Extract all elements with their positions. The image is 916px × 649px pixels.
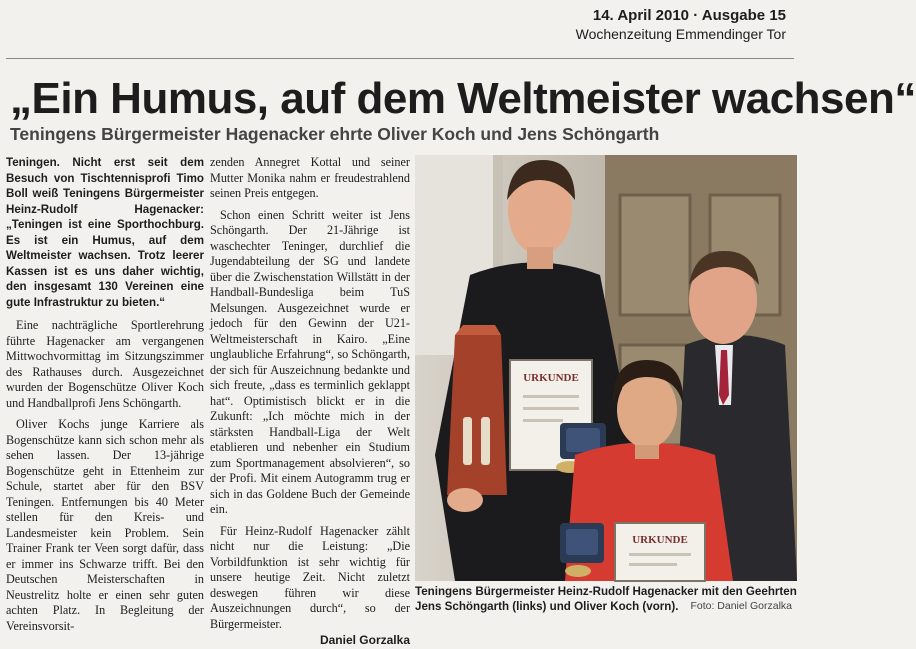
author-byline: Daniel Gorzalka <box>319 633 410 647</box>
photo-credit: Foto: Daniel Gorzalka <box>690 600 792 612</box>
award-photo <box>415 155 797 581</box>
photo-caption: Teningens Bürgermeister Heinz-Rudolf Hagenacker mit den Geehrten Jens Schöngarth (links) und Oliver Koch (vorn). <box>415 585 797 613</box>
header-rule <box>6 58 794 59</box>
subheadline: Teningens Bürgermeister Hagenacker ehrte Oliver Koch und Jens Schöngarth <box>10 124 660 144</box>
text-column-1 <box>6 155 204 634</box>
photo-illustration <box>415 155 797 581</box>
lead-paragraph: Teningen. Nicht erst seit dem Besuch von Tischtennisprofi Timo Boll weiß Teningens Bürgermeister Heinz-Rudolf Hagenacker: „Teningen ist eine Sporthochburg. Es ist ein Humus, auf dem Weltmeister wachsen. Trotz leerer Kassen ist es uns daher wichtig, den insgesamt 130 Vereinen eine gute Infrastruktur zu bieten.“ <box>6 156 204 309</box>
paragraph: Für Heinz-Rudolf Hagenacker zählt nicht nur die Leistung: „Die Vorbildfunktion ist sehr wichtig für unsere heutige Zeit. Nicht zuletzt deswegen führen wir diese Auszeichnungen durch“, so der Bürgermeister. <box>210 523 410 631</box>
paragraph: Eine nachträgliche Sportlerehrung führte Hagenacker am vergangenen Mittwochvormittag im Sitzungszimmer des Rathauses durch. Ausgezeichnet wurden der Bogenschütze Oliver Koch und Handballprofi Jens Schöngarth. <box>6 318 204 410</box>
paragraph: Oliver Kochs junge Karriere als Bogenschütze kann sich schon mehr als sehen lassen. Der 13-jährige Bogenschütze geht in Ettenheim zur Schule, startet aber für den BSV Teningen. Entfernungen bis 40 Meter stellen für den Kreis- und Landesmeister kein Problem. Sein Trainer Frank ter Veen sorgt dafür, dass er immer ins Schwarze trifft. Bei den Deutschen Meisterschaften in Neustrelitz holte er einen sehr guten achten Platz. In Begleitung der Vereinsvorsit- <box>6 417 204 633</box>
issue-info <box>576 6 786 44</box>
paragraph: Schon einen Schritt weiter ist Jens Schöngarth. Der 21-Jährige ist waschechter Teninger, durchlief die Jugendabteilung der SG und landete über die Zwischenstation Willstätt in der Handball-Bundesliga beim TuS Melsungen. Ausgezeichnet wurde er jedoch für den Gewinn der U21-Weltmeisterschaft in Kairo. „Eine unglaubliche Erfahrung“, so Schöngarth, der sich für Auszeichnung bedankte und sich freute, „dass es terminlich geklappt hat“. Optimistisch blickt er in die Zukunft: „Ich möchte mich in der stärksten Handball-Liga der Welt etablieren und nebenher ein Studium zum Sportmanagement absolvieren“, so der Profi. Mit einem Autogramm trug er sich in das Goldene Buch der Gemeinde ein. <box>210 207 410 516</box>
issue-date: 14. April 2010 · Ausgabe 15 <box>592 7 786 24</box>
paragraph: zenden Annegret Kottal und seiner Mutter Monika nahm er freudestrahlend seinen Preis entgegen. <box>210 155 410 200</box>
certificate-label: URKUNDE <box>523 372 579 384</box>
text-column-2 <box>210 155 410 649</box>
newspaper-name: Wochenzeitung Emmendinger Tor <box>575 26 786 42</box>
headline: „Ein Humus, auf dem Weltmeister wachsen“ <box>10 74 916 123</box>
certificate-label: URKUNDE <box>632 534 688 546</box>
